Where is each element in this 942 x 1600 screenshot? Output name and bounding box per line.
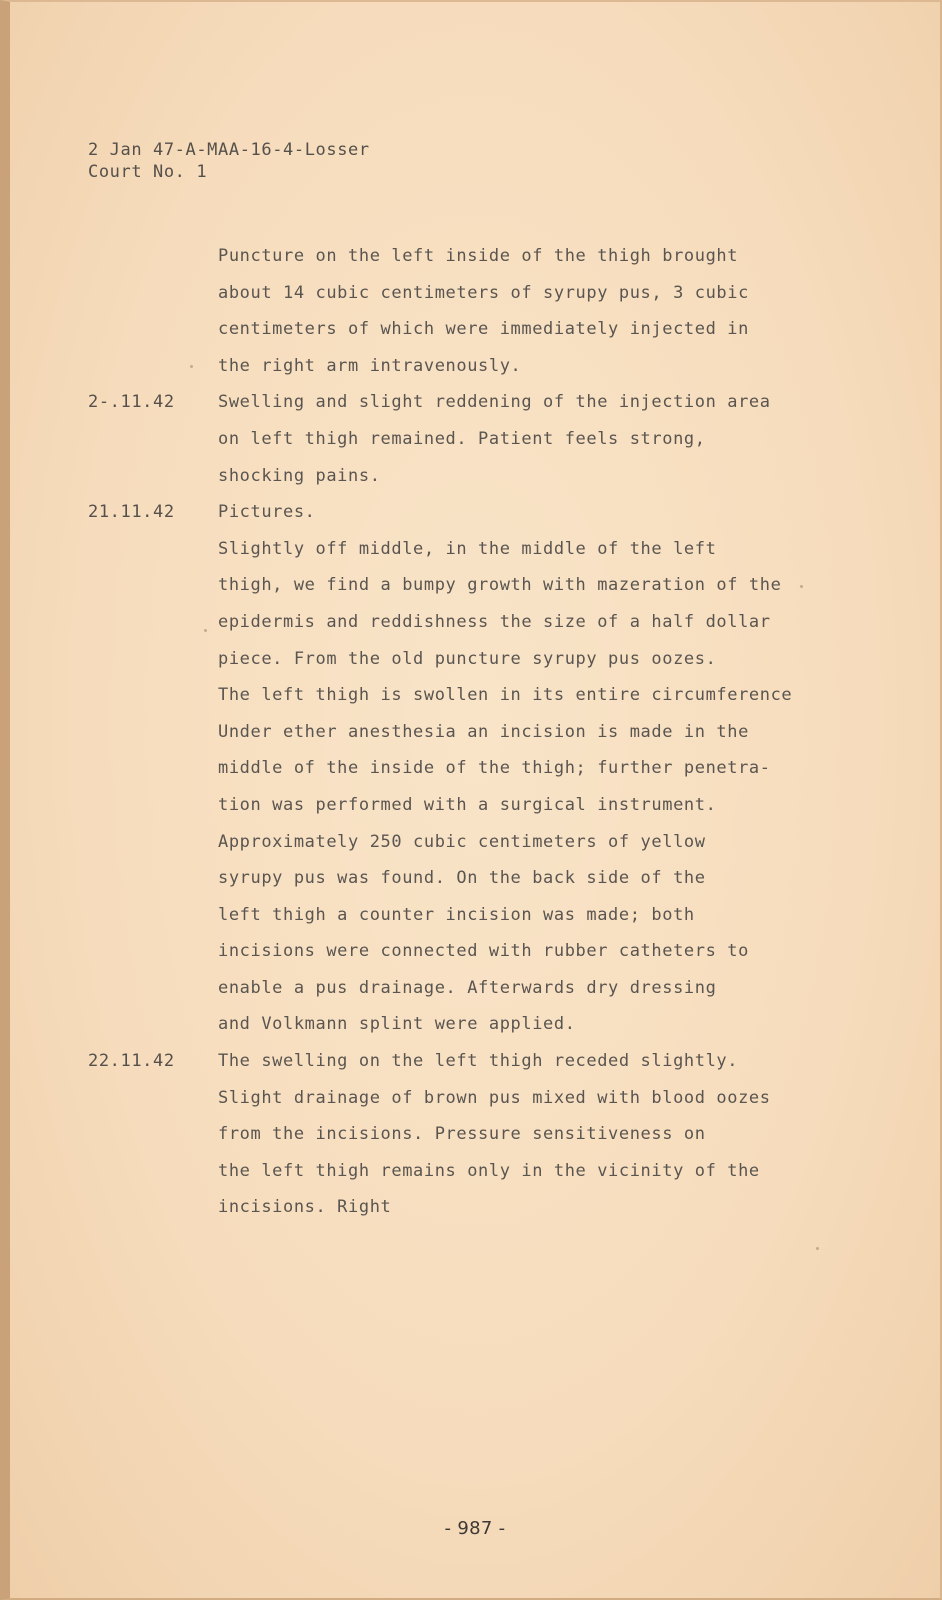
text-line: The swelling on the left thigh receded slightly. <box>218 1051 739 1072</box>
text-line: piece. From the old puncture syrupy pus oozes. <box>218 648 717 669</box>
text-line: thigh, we find a bumpy growth with mazeration of the <box>218 575 782 596</box>
case-reference: 2 Jan 47-A-MAA-16-4-Losser <box>88 140 370 160</box>
document-header <box>88 139 370 183</box>
text-line: the left thigh remains only in the vicinity of the <box>218 1160 760 1181</box>
paper-speck <box>816 1247 819 1250</box>
text-line: left thigh a counter incision was made; both <box>218 904 695 925</box>
entry-date: 2-.11.42 <box>88 392 175 413</box>
entry-text <box>218 1043 878 1226</box>
text-line: Swelling and slight reddening of the injection area <box>218 392 771 413</box>
text-line: The left thigh is swollen in its entire circumference <box>218 685 793 706</box>
text-line: centimeters of which were immediately injected in <box>218 319 749 340</box>
text-line: Pictures. <box>218 502 316 523</box>
entry-text <box>218 238 878 384</box>
entry-text <box>218 494 878 1043</box>
entry-date: 21.11.42 <box>88 502 175 523</box>
text-line: incisions were connected with rubber catheters to <box>218 941 749 962</box>
entry-date: 22.11.42 <box>88 1051 175 1072</box>
text-line: incisions. Right <box>218 1197 392 1218</box>
text-line: the right arm intravenously. <box>218 355 522 376</box>
entry-date <box>88 238 218 384</box>
entry-text <box>218 384 878 494</box>
text-line: shocking pains. <box>218 465 381 486</box>
page-number: - 987 - <box>444 1518 506 1539</box>
case-notes <box>88 238 878 1226</box>
text-line: Approximately 250 cubic centimeters of yellow <box>218 831 706 852</box>
paper-speck <box>800 585 803 588</box>
text-line: and Volkmann splint were applied. <box>218 1014 576 1035</box>
court-number: Court No. 1 <box>88 162 208 182</box>
entry-21-11-42 <box>88 494 878 1043</box>
text-line: from the incisions. Pressure sensitiveness on <box>218 1124 706 1145</box>
text-line: about 14 cubic centimeters of syrupy pus, 3 cubic <box>218 282 749 303</box>
text-line: enable a pus drainage. Afterwards dry dressing <box>218 977 717 998</box>
paper-speck <box>190 365 193 368</box>
text-line: Puncture on the left inside of the thigh brought <box>218 246 739 266</box>
text-line: on left thigh remained. Patient feels strong, <box>218 428 706 449</box>
text-line: Slightly off middle, in the middle of the left <box>218 538 717 559</box>
text-line: syrupy pus was found. On the back side of the <box>218 868 706 889</box>
text-line: Slight drainage of brown pus mixed with blood oozes <box>218 1087 771 1108</box>
entry-intro <box>88 238 878 384</box>
text-line: middle of the inside of the thigh; further penetra- <box>218 758 771 779</box>
text-line: tion was performed with a surgical instrument. <box>218 794 717 815</box>
entry-22-11-42 <box>88 1043 878 1226</box>
entry-2-11-42 <box>88 384 878 494</box>
text-line: Under ether anesthesia an incision is made in the <box>218 721 749 742</box>
paper-speck <box>204 629 207 632</box>
text-line: epidermis and reddishness the size of a half dollar <box>218 611 771 632</box>
